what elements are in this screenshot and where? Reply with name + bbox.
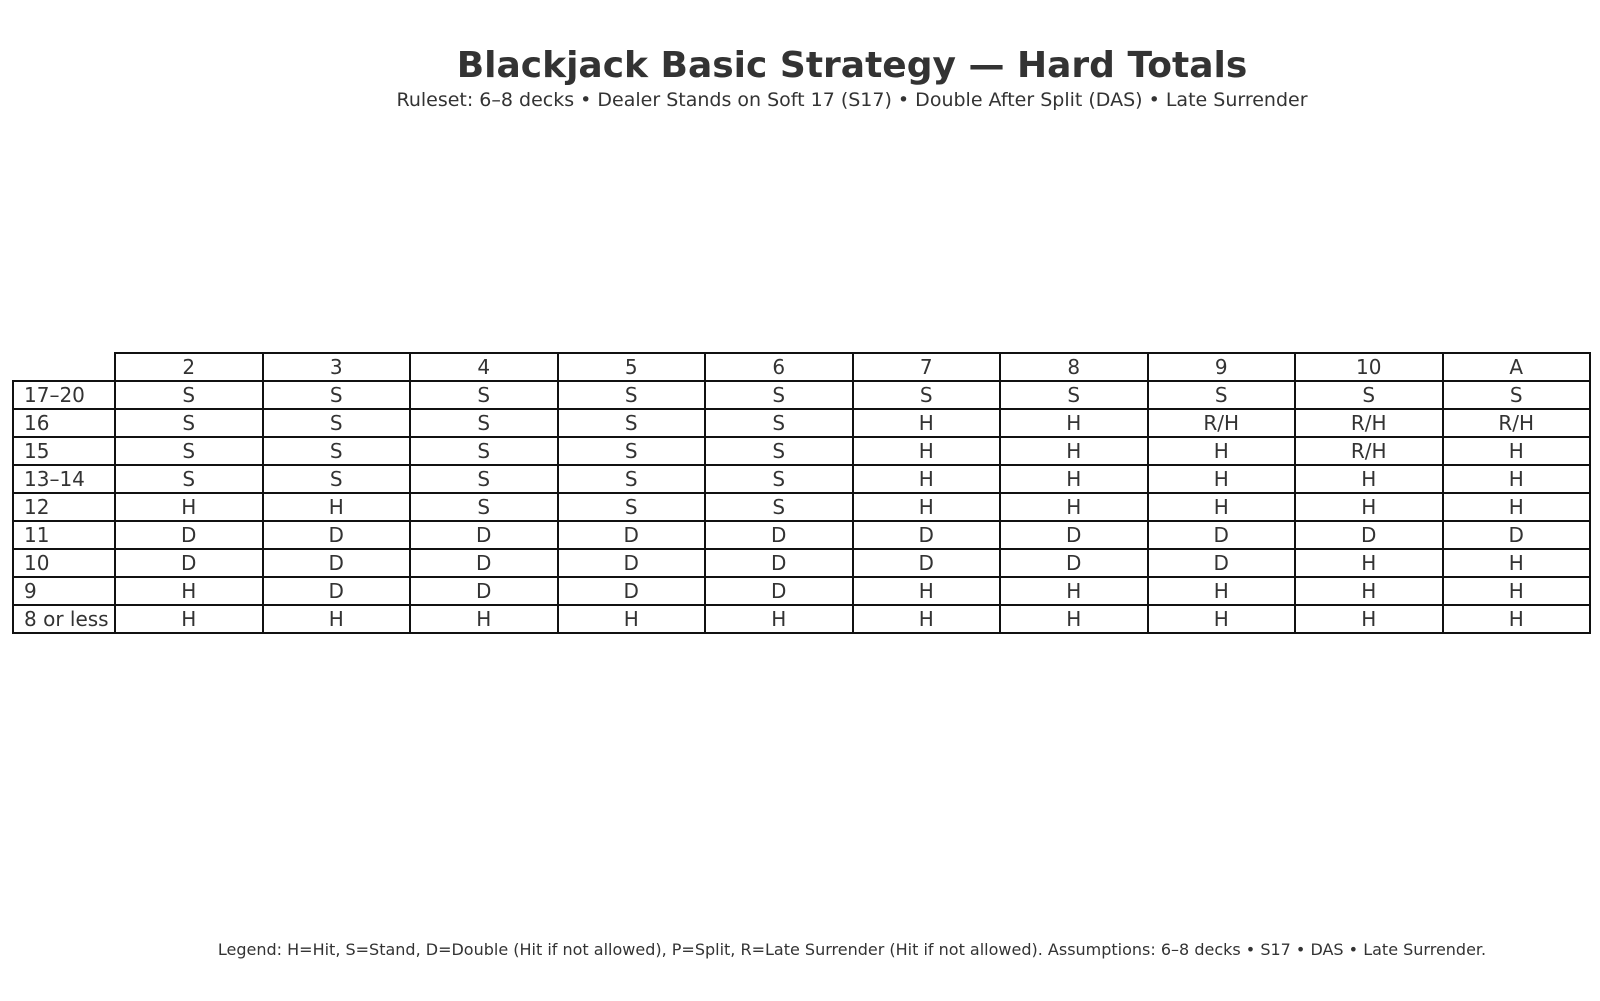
strategy-cell: S [410, 493, 558, 521]
strategy-cell: D [558, 521, 706, 549]
column-header: 10 [1295, 353, 1443, 381]
column-header: 9 [1148, 353, 1296, 381]
header-row [13, 353, 1590, 381]
strategy-cell: H [115, 493, 263, 521]
table-row [13, 549, 1590, 577]
table-row [13, 409, 1590, 437]
strategy-cell: S [558, 493, 706, 521]
row-label: 13–14 [13, 465, 115, 493]
strategy-cell: D [705, 577, 853, 605]
table-row [13, 465, 1590, 493]
strategy-cell: D [705, 521, 853, 549]
strategy-cell: H [1443, 605, 1591, 633]
strategy-cell: S [558, 465, 706, 493]
strategy-cell: D [1000, 521, 1148, 549]
strategy-cell: R/H [1443, 409, 1591, 437]
strategy-cell: H [705, 605, 853, 633]
strategy-cell: S [558, 437, 706, 465]
strategy-cell: H [1148, 605, 1296, 633]
strategy-table [12, 352, 1591, 634]
strategy-cell: S [115, 409, 263, 437]
strategy-cell: S [558, 409, 706, 437]
row-label: 16 [13, 409, 115, 437]
strategy-cell: R/H [1295, 409, 1443, 437]
strategy-cell: D [263, 577, 411, 605]
strategy-cell: S [705, 381, 853, 409]
column-header: 7 [853, 353, 1001, 381]
strategy-cell: H [853, 493, 1001, 521]
table-row [13, 381, 1590, 409]
table-row [13, 521, 1590, 549]
strategy-cell: S [115, 381, 263, 409]
column-header: 6 [705, 353, 853, 381]
strategy-cell: D [1443, 521, 1591, 549]
strategy-cell: H [1443, 465, 1591, 493]
strategy-cell: D [853, 521, 1001, 549]
row-label: 12 [13, 493, 115, 521]
strategy-cell: D [115, 521, 263, 549]
strategy-cell: S [115, 465, 263, 493]
strategy-cell: H [410, 605, 558, 633]
strategy-cell: S [1295, 381, 1443, 409]
strategy-cell: H [1295, 549, 1443, 577]
strategy-cell: S [410, 437, 558, 465]
strategy-cell: S [1148, 381, 1296, 409]
strategy-cell: D [1148, 521, 1296, 549]
strategy-cell: D [410, 549, 558, 577]
strategy-cell: D [1000, 549, 1148, 577]
strategy-cell: S [558, 381, 706, 409]
strategy-cell: D [853, 549, 1001, 577]
strategy-cell: H [115, 605, 263, 633]
table-body [13, 381, 1590, 633]
strategy-cell: D [1295, 521, 1443, 549]
strategy-cell: H [263, 605, 411, 633]
strategy-cell: H [1443, 577, 1591, 605]
strategy-cell: H [1295, 577, 1443, 605]
column-header: A [1443, 353, 1591, 381]
strategy-cell: H [1000, 437, 1148, 465]
strategy-cell: S [410, 409, 558, 437]
strategy-cell: S [705, 437, 853, 465]
strategy-cell: H [853, 605, 1001, 633]
strategy-cell: R/H [1148, 409, 1296, 437]
column-header: 8 [1000, 353, 1148, 381]
strategy-cell: H [1000, 577, 1148, 605]
strategy-cell: S [263, 409, 411, 437]
strategy-cell: S [263, 465, 411, 493]
chart-title: Blackjack Basic Strategy — Hard Totals [456, 45, 1248, 86]
row-label: 11 [13, 521, 115, 549]
strategy-cell: H [1000, 493, 1148, 521]
strategy-cell: S [1443, 381, 1591, 409]
strategy-cell: H [1148, 437, 1296, 465]
strategy-cell: S [263, 381, 411, 409]
row-label: 10 [13, 549, 115, 577]
strategy-cell: D [1148, 549, 1296, 577]
strategy-cell: H [1148, 465, 1296, 493]
column-header: 2 [115, 353, 263, 381]
strategy-cell: H [1148, 577, 1296, 605]
strategy-cell: D [410, 577, 558, 605]
strategy-cell: D [705, 549, 853, 577]
strategy-cell: D [263, 549, 411, 577]
strategy-cell: D [558, 549, 706, 577]
strategy-cell: H [1443, 549, 1591, 577]
strategy-cell: D [558, 577, 706, 605]
strategy-cell: S [705, 465, 853, 493]
strategy-cell: H [853, 437, 1001, 465]
strategy-cell: H [1000, 409, 1148, 437]
strategy-cell: H [1000, 465, 1148, 493]
row-label: 8 or less [13, 605, 115, 633]
corner-cell [13, 353, 115, 381]
strategy-cell: D [263, 521, 411, 549]
strategy-cell: S [853, 381, 1001, 409]
strategy-cell: H [1295, 605, 1443, 633]
strategy-cell: D [410, 521, 558, 549]
strategy-cell: H [853, 577, 1001, 605]
legend-note: Legend: H=Hit, S=Stand, D=Double (Hit if not allowed), P=Split, R=Late Surrender (Hit if not allowed). Assumptions: 6–8 decks • S17 • DAS • Late Surrender. [217, 940, 1487, 959]
strategy-cell: H [115, 577, 263, 605]
strategy-cell: H [1443, 437, 1591, 465]
strategy-cell: H [853, 409, 1001, 437]
column-header: 4 [410, 353, 558, 381]
strategy-cell: S [705, 409, 853, 437]
strategy-cell: H [558, 605, 706, 633]
chart-subtitle: Ruleset: 6–8 decks • Dealer Stands on Soft 17 (S17) • Double After Split (DAS) • Late Surrender [396, 89, 1308, 111]
table-row [13, 577, 1590, 605]
row-label: 15 [13, 437, 115, 465]
strategy-cell: H [1295, 493, 1443, 521]
column-header: 3 [263, 353, 411, 381]
table-row [13, 605, 1590, 633]
strategy-cell: H [1295, 465, 1443, 493]
strategy-cell: S [263, 437, 411, 465]
strategy-cell: H [1000, 605, 1148, 633]
strategy-cell: D [115, 549, 263, 577]
strategy-cell: S [410, 465, 558, 493]
strategy-cell: S [705, 493, 853, 521]
column-header: 5 [558, 353, 706, 381]
strategy-cell: R/H [1295, 437, 1443, 465]
strategy-cell: S [1000, 381, 1148, 409]
strategy-cell: S [115, 437, 263, 465]
table-row [13, 493, 1590, 521]
strategy-cell: S [410, 381, 558, 409]
strategy-cell: H [263, 493, 411, 521]
strategy-cell: H [1148, 493, 1296, 521]
table-row [13, 437, 1590, 465]
row-label: 9 [13, 577, 115, 605]
row-label: 17–20 [13, 381, 115, 409]
strategy-cell: H [1443, 493, 1591, 521]
strategy-cell: H [853, 465, 1001, 493]
